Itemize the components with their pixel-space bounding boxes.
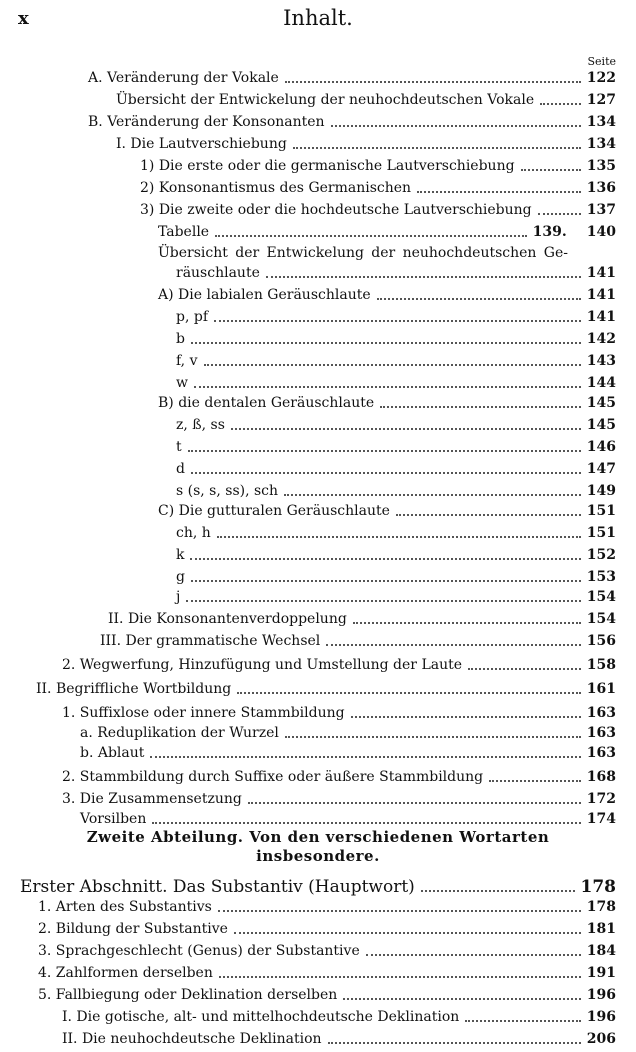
toc-entry-page: 154 — [586, 611, 616, 627]
toc-entry-page: 161 — [586, 681, 616, 697]
page-number: x — [18, 8, 29, 29]
toc-entry — [80, 806, 616, 828]
toc-entry-label: 2. Bildung der Substantive — [38, 921, 228, 937]
toc-entry — [62, 786, 616, 808]
toc-entry-label: 5. Fallbiegung oder Deklination derselben — [38, 987, 338, 1003]
toc-entry — [176, 434, 616, 456]
toc-entry — [116, 131, 616, 153]
dot-leader — [468, 668, 581, 670]
toc-entry — [140, 175, 616, 197]
toc-entry — [36, 676, 616, 698]
toc-entry-page: 144 — [586, 375, 616, 391]
toc-entry-label: d — [176, 461, 185, 477]
toc-entry-page: 137 — [586, 202, 616, 218]
dot-leader — [191, 580, 581, 582]
toc-entry-page: 147 — [586, 461, 616, 477]
dot-leader — [218, 910, 581, 912]
dot-leader — [366, 954, 581, 956]
toc-chapter-entry — [20, 870, 616, 896]
dot-leader — [353, 622, 581, 624]
dot-leader — [191, 342, 581, 344]
toc-entry-page: 151 — [586, 503, 616, 519]
dot-leader — [351, 716, 581, 718]
dot-leader — [285, 736, 581, 738]
toc-entry-label: III. Der grammatische Wechsel — [100, 633, 321, 649]
page-title: Inhalt. — [283, 6, 353, 30]
toc-entry-label: Übersicht der Entwickelung der neuhochdeutschen Ge- — [158, 245, 568, 261]
toc-entry-page: 206 — [586, 1031, 616, 1047]
toc-entry-page: 178 — [580, 877, 616, 897]
dot-leader — [237, 692, 581, 694]
toc-entry — [158, 240, 568, 262]
toc-entry-page: 154 — [586, 589, 616, 605]
toc-entry — [176, 456, 616, 478]
toc-entry-label: 1. Suffixlose oder innere Stammbildung — [62, 705, 345, 721]
toc-entry-page: 146 — [586, 439, 616, 455]
toc-entry-page: 143 — [586, 353, 616, 369]
toc-entry-label: I. Die gotische, alt- und mittelhochdeutsche Deklination — [62, 1009, 460, 1025]
toc-entry-page: 145 — [586, 417, 616, 433]
toc-entry-label: C) Die gutturalen Geräuschlaute — [158, 503, 390, 519]
toc-entry-page: 140 — [586, 224, 616, 240]
dot-leader — [186, 600, 580, 602]
toc-entry — [176, 260, 616, 282]
toc-entry — [62, 1026, 616, 1048]
toc-entry-page: 163 — [586, 745, 616, 761]
toc-entry-page: 151 — [586, 525, 616, 541]
toc-entry-label: A. Veränderung der Vokale — [88, 70, 279, 86]
toc-entry-page: 163 — [586, 705, 616, 721]
toc-entry — [88, 109, 616, 131]
toc-entry — [140, 153, 616, 175]
dot-leader — [194, 386, 581, 388]
toc-entry — [158, 390, 616, 412]
toc-entry — [158, 498, 616, 520]
toc-entry — [140, 197, 616, 219]
toc-entry-page: 153 — [586, 569, 616, 585]
toc-entry-page: 158 — [586, 657, 616, 673]
toc-entry — [176, 412, 616, 434]
dot-leader — [538, 213, 581, 215]
section-heading-continued: insbesondere. — [256, 847, 380, 865]
dot-leader — [328, 1042, 581, 1044]
toc-entry — [176, 542, 616, 564]
dot-leader — [284, 494, 581, 496]
toc-entry-page: 127 — [586, 92, 616, 108]
dot-leader — [285, 81, 581, 83]
dot-leader — [343, 998, 580, 1000]
toc-entry-page: 163 — [586, 725, 616, 741]
toc-entry-label: B. Veränderung der Konsonanten — [88, 114, 325, 130]
toc-entry — [176, 564, 616, 586]
toc-entry — [38, 960, 616, 982]
toc-entry — [62, 700, 616, 722]
toc-entry-page: 141 — [586, 309, 616, 325]
dot-leader — [188, 450, 581, 452]
dot-leader — [489, 780, 581, 782]
toc-entry — [176, 584, 616, 606]
toc-entry-page: 141 — [586, 287, 616, 303]
dot-leader — [380, 406, 581, 408]
toc-entry-label: g — [176, 569, 185, 585]
seite-label: Seite — [587, 55, 616, 68]
toc-entry-label: 3. Die Zusammensetzung — [62, 791, 242, 807]
toc-entry-label: Tabelle — [158, 224, 210, 240]
dot-leader — [266, 276, 581, 278]
toc-entry-page: 134 — [586, 136, 616, 152]
dot-leader — [152, 822, 580, 824]
toc-entry-page: 196 — [586, 987, 616, 1003]
toc-entry-label: 2. Wegwerfung, Hinzufügung und Umstellung der Laute — [62, 657, 463, 673]
toc-entry-label: I. Die Lautverschiebung — [116, 136, 287, 152]
toc-entry-label: II. Begriffliche Wortbildung — [36, 681, 232, 697]
toc-entry — [176, 478, 616, 500]
toc-entry-label: II. Die Konsonantenverdoppelung — [108, 611, 347, 627]
dot-leader — [521, 169, 581, 171]
toc-entry-label: z, ß, ss — [176, 417, 225, 433]
toc-entry-page: 152 — [586, 547, 616, 563]
toc-entry-page: 174 — [586, 811, 616, 827]
toc-entry-label: a. Reduplikation der Wurzel — [80, 725, 279, 741]
toc-entry-page: 196 — [586, 1009, 616, 1025]
toc-entry-label: k — [176, 547, 185, 563]
toc-entry-label: b — [176, 331, 185, 347]
toc-entry-page: 168 — [586, 769, 616, 785]
toc-entry-page: 122 — [586, 70, 616, 86]
toc-entry — [62, 764, 616, 786]
toc-entry-page: 136 — [586, 180, 616, 196]
toc-entry — [88, 65, 616, 87]
toc-entry-page-first: 139. — [532, 224, 567, 240]
toc-entry — [176, 326, 616, 348]
dot-leader — [150, 756, 580, 758]
toc-entry-label: 3) Die zweite oder die hochdeutsche Lautverschiebung — [140, 202, 532, 218]
toc-entry-label: Übersicht der Entwickelung der neuhochdeutschen Vokale — [116, 92, 535, 108]
dot-leader — [421, 890, 575, 892]
dot-leader — [331, 125, 581, 127]
toc-entry-label: A) Die labialen Geräuschlaute — [158, 287, 371, 303]
toc-entry-page: 184 — [586, 943, 616, 959]
toc-entry — [38, 916, 616, 938]
toc-entry-page: 145 — [586, 395, 616, 411]
toc-entry — [100, 628, 616, 650]
dot-leader — [396, 514, 581, 516]
toc-entry-page: 181 — [586, 921, 616, 937]
toc-entry-label: t — [176, 439, 182, 455]
dot-leader — [190, 558, 580, 560]
toc-entry-label: Erster Abschnitt. Das Substantiv (Hauptwort) — [20, 877, 415, 897]
dot-leader — [465, 1020, 581, 1022]
dot-leader — [540, 103, 581, 105]
dot-leader — [234, 932, 581, 934]
dot-leader — [326, 644, 581, 646]
toc-entry-page: 142 — [586, 331, 616, 347]
dot-leader — [204, 364, 581, 366]
section-heading: Zweite Abteilung. Von den verschiedenen Wortarten — [86, 828, 550, 846]
toc-entry-label: II. Die neuhochdeutsche Deklination — [62, 1031, 322, 1047]
toc-entry — [116, 87, 616, 109]
dot-leader — [215, 235, 527, 237]
dot-leader — [231, 428, 581, 430]
toc-entry-page: 156 — [586, 633, 616, 649]
toc-entry-page: 135 — [586, 158, 616, 174]
toc-entry — [62, 1004, 616, 1026]
toc-entry-label: 2. Stammbildung durch Suffixe oder äußere Stammbildung — [62, 769, 484, 785]
toc-entry-label: 3. Sprachgeschlecht (Genus) der Substantive — [38, 943, 360, 959]
toc-entry-page: 141 — [586, 265, 616, 281]
dot-leader — [248, 802, 581, 804]
toc-entry — [38, 938, 616, 960]
dot-leader — [217, 536, 581, 538]
toc-entry-label: 4. Zahlformen derselben — [38, 965, 213, 981]
dot-leader — [219, 976, 581, 978]
toc-entry — [38, 894, 616, 916]
toc-entry-label: 1) Die erste oder die germanische Lautverschiebung — [140, 158, 515, 174]
toc-entry-label: ch, h — [176, 525, 211, 541]
dot-leader — [377, 298, 581, 300]
toc-entry — [80, 720, 616, 742]
toc-entry-page: 172 — [586, 791, 616, 807]
toc-entry — [176, 520, 616, 542]
dot-leader — [417, 191, 581, 193]
toc-entry-label: p, pf — [176, 309, 209, 325]
toc-entry-page: 149 — [586, 483, 616, 499]
toc-entry-label: 1. Arten des Substantivs — [38, 899, 212, 915]
toc-entry-label: b. Ablaut — [80, 745, 145, 761]
toc-entry — [62, 652, 616, 674]
toc-entry — [108, 606, 616, 628]
toc-entry-label: f, v — [176, 353, 198, 369]
dot-leader — [191, 472, 581, 474]
toc-entry — [176, 304, 616, 326]
toc-entry-label: B) die dentalen Geräuschlaute — [158, 395, 375, 411]
toc-entry-label: Vorsilben — [80, 811, 147, 827]
toc-entry-label: j — [176, 589, 181, 605]
toc-entry-page: 134 — [586, 114, 616, 130]
toc-entry — [80, 740, 616, 762]
toc-entry — [158, 219, 616, 241]
dot-leader — [214, 320, 581, 322]
toc-entry — [38, 982, 616, 1004]
toc-entry-page: 178 — [586, 899, 616, 915]
toc-entry-label: räuschlaute — [176, 265, 260, 281]
toc-entry — [176, 370, 616, 392]
toc-entry-label: s (s, s, ss), sch — [176, 483, 279, 499]
toc-entry-page: 191 — [586, 965, 616, 981]
toc-entry — [158, 282, 616, 304]
toc-entry — [176, 348, 616, 370]
toc-entry-label: w — [176, 375, 188, 391]
dot-leader — [293, 147, 581, 149]
toc-entry-label: 2) Konsonantismus des Germanischen — [140, 180, 412, 196]
